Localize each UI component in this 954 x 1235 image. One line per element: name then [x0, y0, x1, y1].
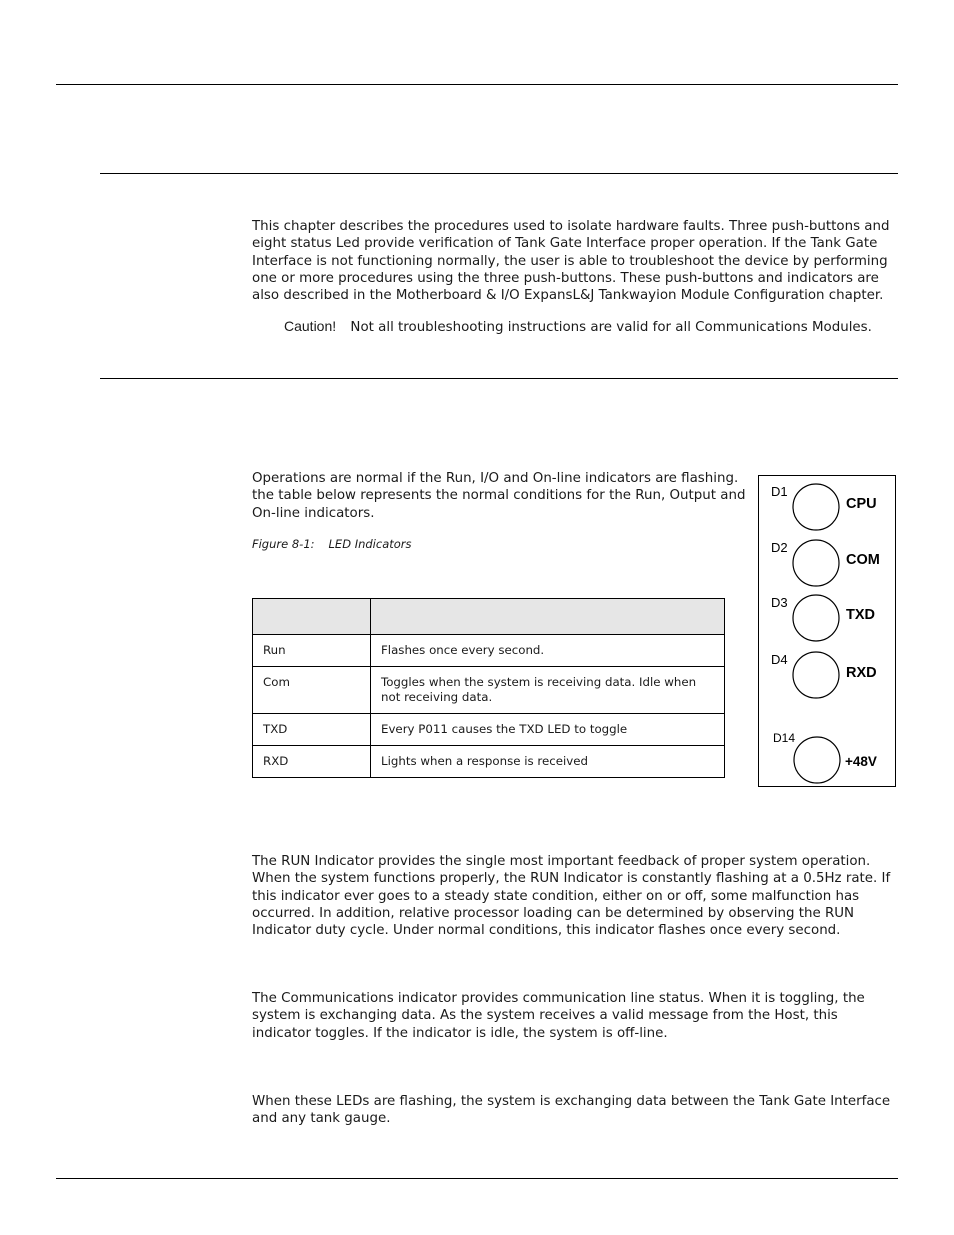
table-row: [253, 714, 725, 746]
table-cell-indicator: TXD: [253, 714, 371, 746]
led-d2-circle: [793, 540, 839, 586]
table-cell-indicator: RXD: [253, 746, 371, 778]
table-cell-indicator: Com: [253, 667, 371, 714]
table-row: [253, 746, 725, 778]
led-d3: [771, 595, 875, 641]
led-panel-diagram: [758, 475, 896, 787]
table-cell-description: Toggles when the system is receiving data. Idle when not receiving data.: [371, 667, 725, 714]
led-id-label: D3: [771, 595, 788, 610]
table-cell-indicator: Run: [253, 635, 371, 667]
led-d14: [773, 731, 877, 783]
led-d4-circle: [793, 652, 839, 698]
header-rule: [56, 84, 898, 85]
led-id-label: D1: [771, 484, 788, 499]
led-d1-circle: [793, 484, 839, 530]
table-cell-description: Flashes once every second.: [371, 635, 725, 667]
led-d4: [771, 652, 877, 698]
led-function-label: COM: [846, 552, 880, 568]
section-rule-1: [100, 173, 898, 174]
led-function-label: RXD: [846, 665, 877, 681]
table-header-row: [253, 599, 725, 635]
led-id-label: D14: [773, 731, 796, 745]
txd-rxd-indicator-paragraph: When these LEDs are flashing, the system is exchanging data between the Tank Gate Interface and any tank gauge.: [252, 1094, 891, 1127]
run-indicator-paragraph: The RUN Indicator provides the single most important feedback of proper system operation. When the system functions properly, the RUN Indicator is constantly flashing at a 0.5Hz rate. If this indicator ever goes to a steady state condition, either on or off, some malfunction has occurred. In addition, relative processor loading can be determined by observing the RUN Indicator duty cycle. Under normal conditions, this indicator flashes once every second.: [252, 854, 891, 939]
com-indicator-paragraph: The Communications indicator provides communication line status. When it is toggling, the system is exchanging data. As the system receives a valid message from the Host, this indicator toggles. If the indicator is idle, the system is off-line.: [252, 991, 865, 1041]
caution-text: Not all troubleshooting instructions are valid for all Communications Modules.: [350, 320, 872, 335]
caution-note: [284, 318, 872, 336]
figure-title: LED Indicators: [328, 537, 412, 551]
table-row: [253, 635, 725, 667]
led-d1: [771, 484, 877, 530]
led-id-label: D2: [771, 540, 788, 555]
led-d14-circle: [794, 737, 840, 783]
table-cell-description: Lights when a response is received: [371, 746, 725, 778]
led-id-label: D4: [771, 652, 788, 667]
led-function-label: TXD: [846, 607, 875, 623]
caution-label: Caution!: [284, 318, 337, 334]
table-row: [253, 667, 725, 714]
figure-caption: [252, 537, 412, 551]
led-d3-circle: [793, 595, 839, 641]
table-header-indicator: [253, 599, 371, 635]
led-function-label: +48V: [845, 754, 877, 769]
intro-paragraph: This chapter describes the procedures used to isolate hardware faults. Three push-buttons and eight status Led provide verification of Tank Gate Interface proper operation. If the Tank Gate Interface is not functioning normally, the user is able to troubleshoot the device by performing one or more procedures using the three push-buttons. These push-buttons and indicators are also described in the Motherboard & I/O ExpansL&J Tankwayion Module Configuration chapter.: [252, 219, 890, 304]
footer-rule: [56, 1178, 898, 1179]
table-cell-description: Every P011 causes the TXD LED to toggle: [371, 714, 725, 746]
section-rule-2: [100, 378, 898, 379]
led-intro-paragraph: Operations are normal if the Run, I/O and On-line indicators are flashing. the table below represents the normal conditions for the Run, Output and On-line indicators.: [252, 471, 746, 521]
figure-number: Figure 8-1:: [252, 537, 315, 551]
led-indicator-table: [252, 598, 725, 778]
led-function-label: CPU: [846, 496, 877, 512]
led-d2: [771, 540, 880, 586]
table-header-description: [371, 599, 725, 635]
